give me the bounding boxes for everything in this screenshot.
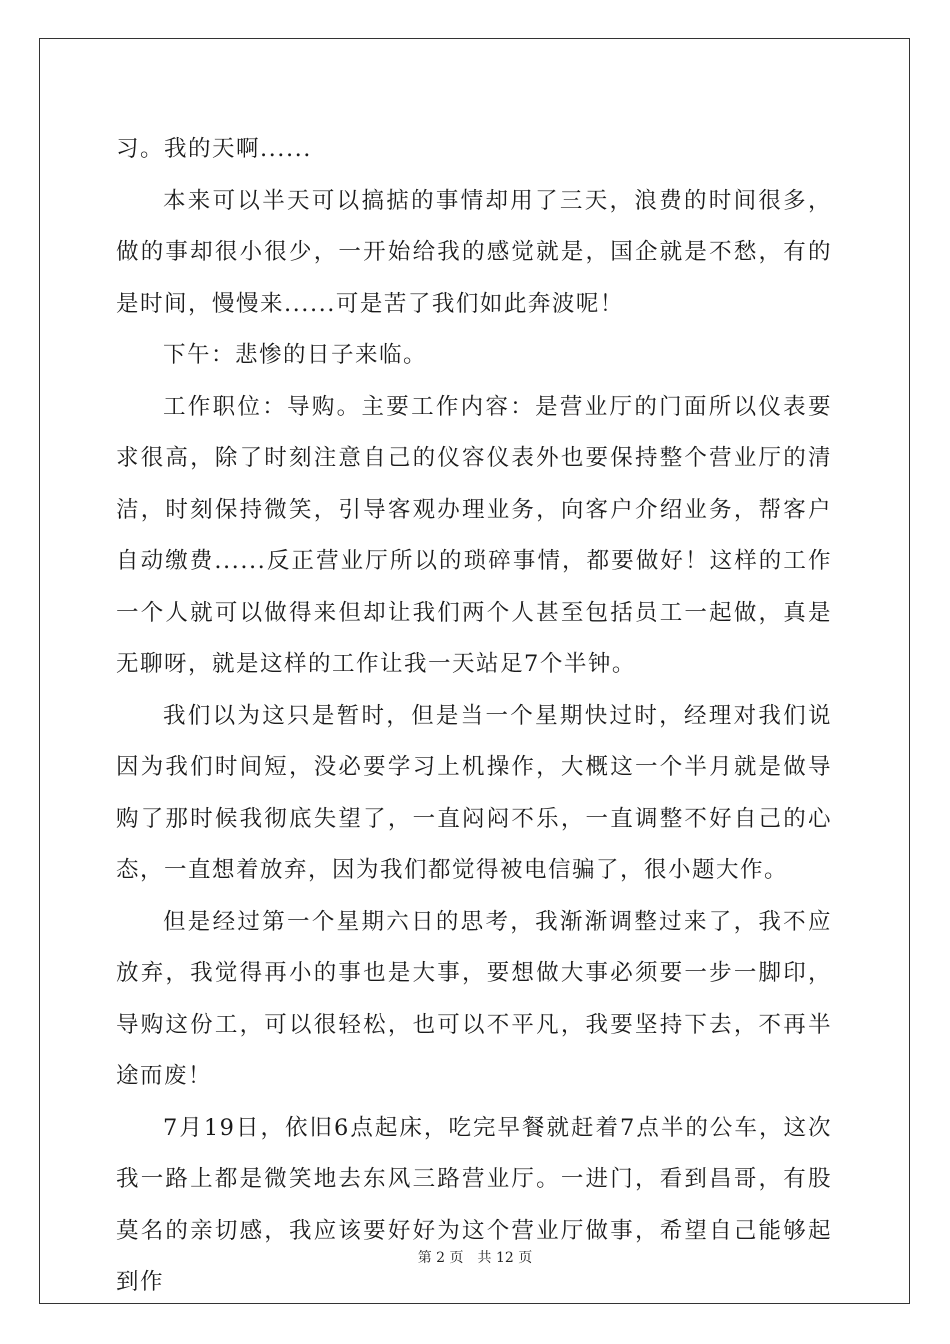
paragraph: 下午：悲惨的日子来临。 — [163, 342, 428, 368]
paragraph-continuation: 习。我的天啊...... — [116, 136, 312, 162]
document-body — [116, 124, 832, 1309]
paragraph: 但是经过第一个星期六日的思考，我渐渐调整过来了，我不应放弃，我觉得再小的事也是大事，要想做大事必须要一步一脚印，导购这份工，可以很轻松，也可以不平凡，我要坚持下去，不再半途而废！ — [116, 908, 832, 1089]
paragraph: 本来可以半天可以搞掂的事情却用了三天，浪费的时间很多，做的事却很小很少，一开始给我的感觉就是，国企就是不愁，有的是时间，慢慢来......可是苦了我们如此奔波呢！ — [116, 187, 832, 317]
paragraph: 7月19日，依旧6点起床，吃完早餐就赶着7点半的公车，这次我一路上都是微笑地去东风三路营业厅。一进门，看到昌哥，有股莫名的亲切感，我应该要好好为这个营业厅做事，希望自己能够起到作 — [116, 1114, 832, 1295]
paragraph: 我们以为这只是暂时，但是当一个星期快过时，经理对我们说因为我们时间短，没必要学习上机操作，大概这一个半月就是做导购了那时候我彻底失望了，一直闷闷不乐，一直调整不好自己的心态，一直想着放弃，因为我们都觉得被电信骗了，很小题大作。 — [116, 702, 832, 883]
page-number-footer: 第 2 页 共 12 页 — [417, 1250, 533, 1266]
paragraph: 工作职位：导购。主要工作内容：是营业厅的门面所以仪表要求很高，除了时刻注意自己的仪容仪表外也要保持整个营业厅的清洁，时刻保持微笑，引导客观办理业务，向客户介绍业务，帮客户自动缴费......反正营业厅所以的琐碎事情，都要做好！这样的工作一个人就可以做得来但却让我们两个人甚至包括员工一起做，真是无聊呀，就是这样的工作让我一天站足7个半钟。 — [116, 393, 832, 677]
